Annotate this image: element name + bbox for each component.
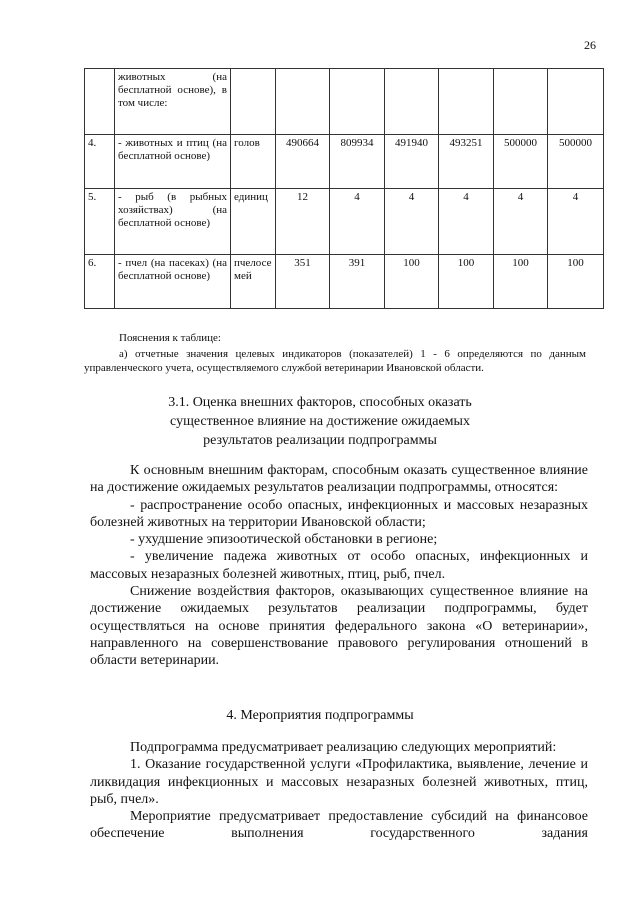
notes-text: а) отчетные значения целевых индикаторов (показателей) 1 - 6 определяются по данным управленческого учета, осуществляемого службой ветеринарии Ивановской области. (84, 348, 586, 374)
row-label: - рыб (в рыбных хозяйствах) (на бесплатной основе) (115, 189, 231, 255)
value-cell (385, 69, 439, 135)
value-cell (276, 69, 330, 135)
paragraph: - распространение особо опасных, инфекционных и массовых незаразных болезней животных на территории Ивановской области; (90, 497, 588, 530)
section-4-heading: 4. Мероприятия подпрограммы (226, 708, 414, 723)
value-cell: 4 (494, 189, 548, 255)
value-cell: 490664 (276, 135, 330, 189)
notes-title: Пояснения к таблице: (119, 332, 221, 344)
paragraph: Снижение воздействия факторов, оказывающих существенное влияние на достижение ожидаемых результатов реализации подпрограммы, будет осуществляться на основе принятия федерального закона «О ветеринарии», направленного на совершенствование правового регулирования отношений в области ветеринарии. (90, 584, 588, 669)
section-3-1-heading: 3.1. Оценка внешних факторов, способных оказать существенное влияние на достижение ожидаемых результатов реализации подпрограммы (168, 395, 472, 448)
value-cell: 500000 (548, 135, 604, 189)
paragraph: 1. Оказание государственной услуги «Профилактика, выявление, лечение и ликвидация инфекционных и массовых незаразных болезней животных, птиц, рыб, пчел». (90, 757, 588, 807)
value-cell: 100 (385, 255, 439, 309)
paragraph: Подпрограмма предусматривает реализацию следующих мероприятий: (130, 740, 557, 755)
section-3-1-body (90, 462, 588, 670)
value-cell: 4 (330, 189, 385, 255)
indicators-table (84, 68, 604, 309)
table-notes (84, 331, 589, 374)
paragraph: Мероприятие предусматривает предоставление субсидий на финансовое обеспечение выполнения государственного задания (90, 809, 588, 842)
value-cell: 4 (385, 189, 439, 255)
row-label: - пчел (на пасеках) (на бесплатной основе) (115, 255, 231, 309)
row-label: - животных и птиц (на бесплатной основе) (115, 135, 231, 189)
value-cell: 4 (548, 189, 604, 255)
row-unit: голов (231, 135, 276, 189)
value-cell: 491940 (385, 135, 439, 189)
table-row (85, 255, 604, 309)
value-cell: 100 (439, 255, 494, 309)
value-cell (439, 69, 494, 135)
table-row (85, 135, 604, 189)
paragraph: - ухудшение эпизоотической обстановки в регионе; (130, 532, 438, 548)
row-unit (231, 69, 276, 135)
row-label: животных (на бесплатной основе), в том числе: (115, 69, 231, 135)
value-cell (330, 69, 385, 135)
value-cell (548, 69, 604, 135)
table-row (85, 189, 604, 255)
value-cell: 809934 (330, 135, 385, 189)
row-unit: единиц (231, 189, 276, 255)
row-index: 5. (85, 189, 115, 255)
value-cell: 351 (276, 255, 330, 309)
section-4-body (90, 739, 588, 843)
row-index (85, 69, 115, 135)
paragraph: - увеличение падежа животных от особо опасных, инфекционных и массовых незаразных болезней животных, птиц, рыб, пчел. (90, 549, 588, 582)
value-cell: 100 (548, 255, 604, 309)
row-index: 6. (85, 255, 115, 309)
value-cell (494, 69, 548, 135)
value-cell: 391 (330, 255, 385, 309)
value-cell: 4 (439, 189, 494, 255)
value-cell: 100 (494, 255, 548, 309)
value-cell: 12 (276, 189, 330, 255)
row-index: 4. (85, 135, 115, 189)
table-row (85, 69, 604, 135)
value-cell: 493251 (439, 135, 494, 189)
page-number: 26 (584, 38, 596, 52)
paragraph: К основным внешним факторам, способным оказать существенное влияние на достижение ожидаемых результатов реализации подпрограммы, относятся: (90, 463, 588, 496)
row-unit: пчелосемей (231, 255, 276, 309)
value-cell: 500000 (494, 135, 548, 189)
